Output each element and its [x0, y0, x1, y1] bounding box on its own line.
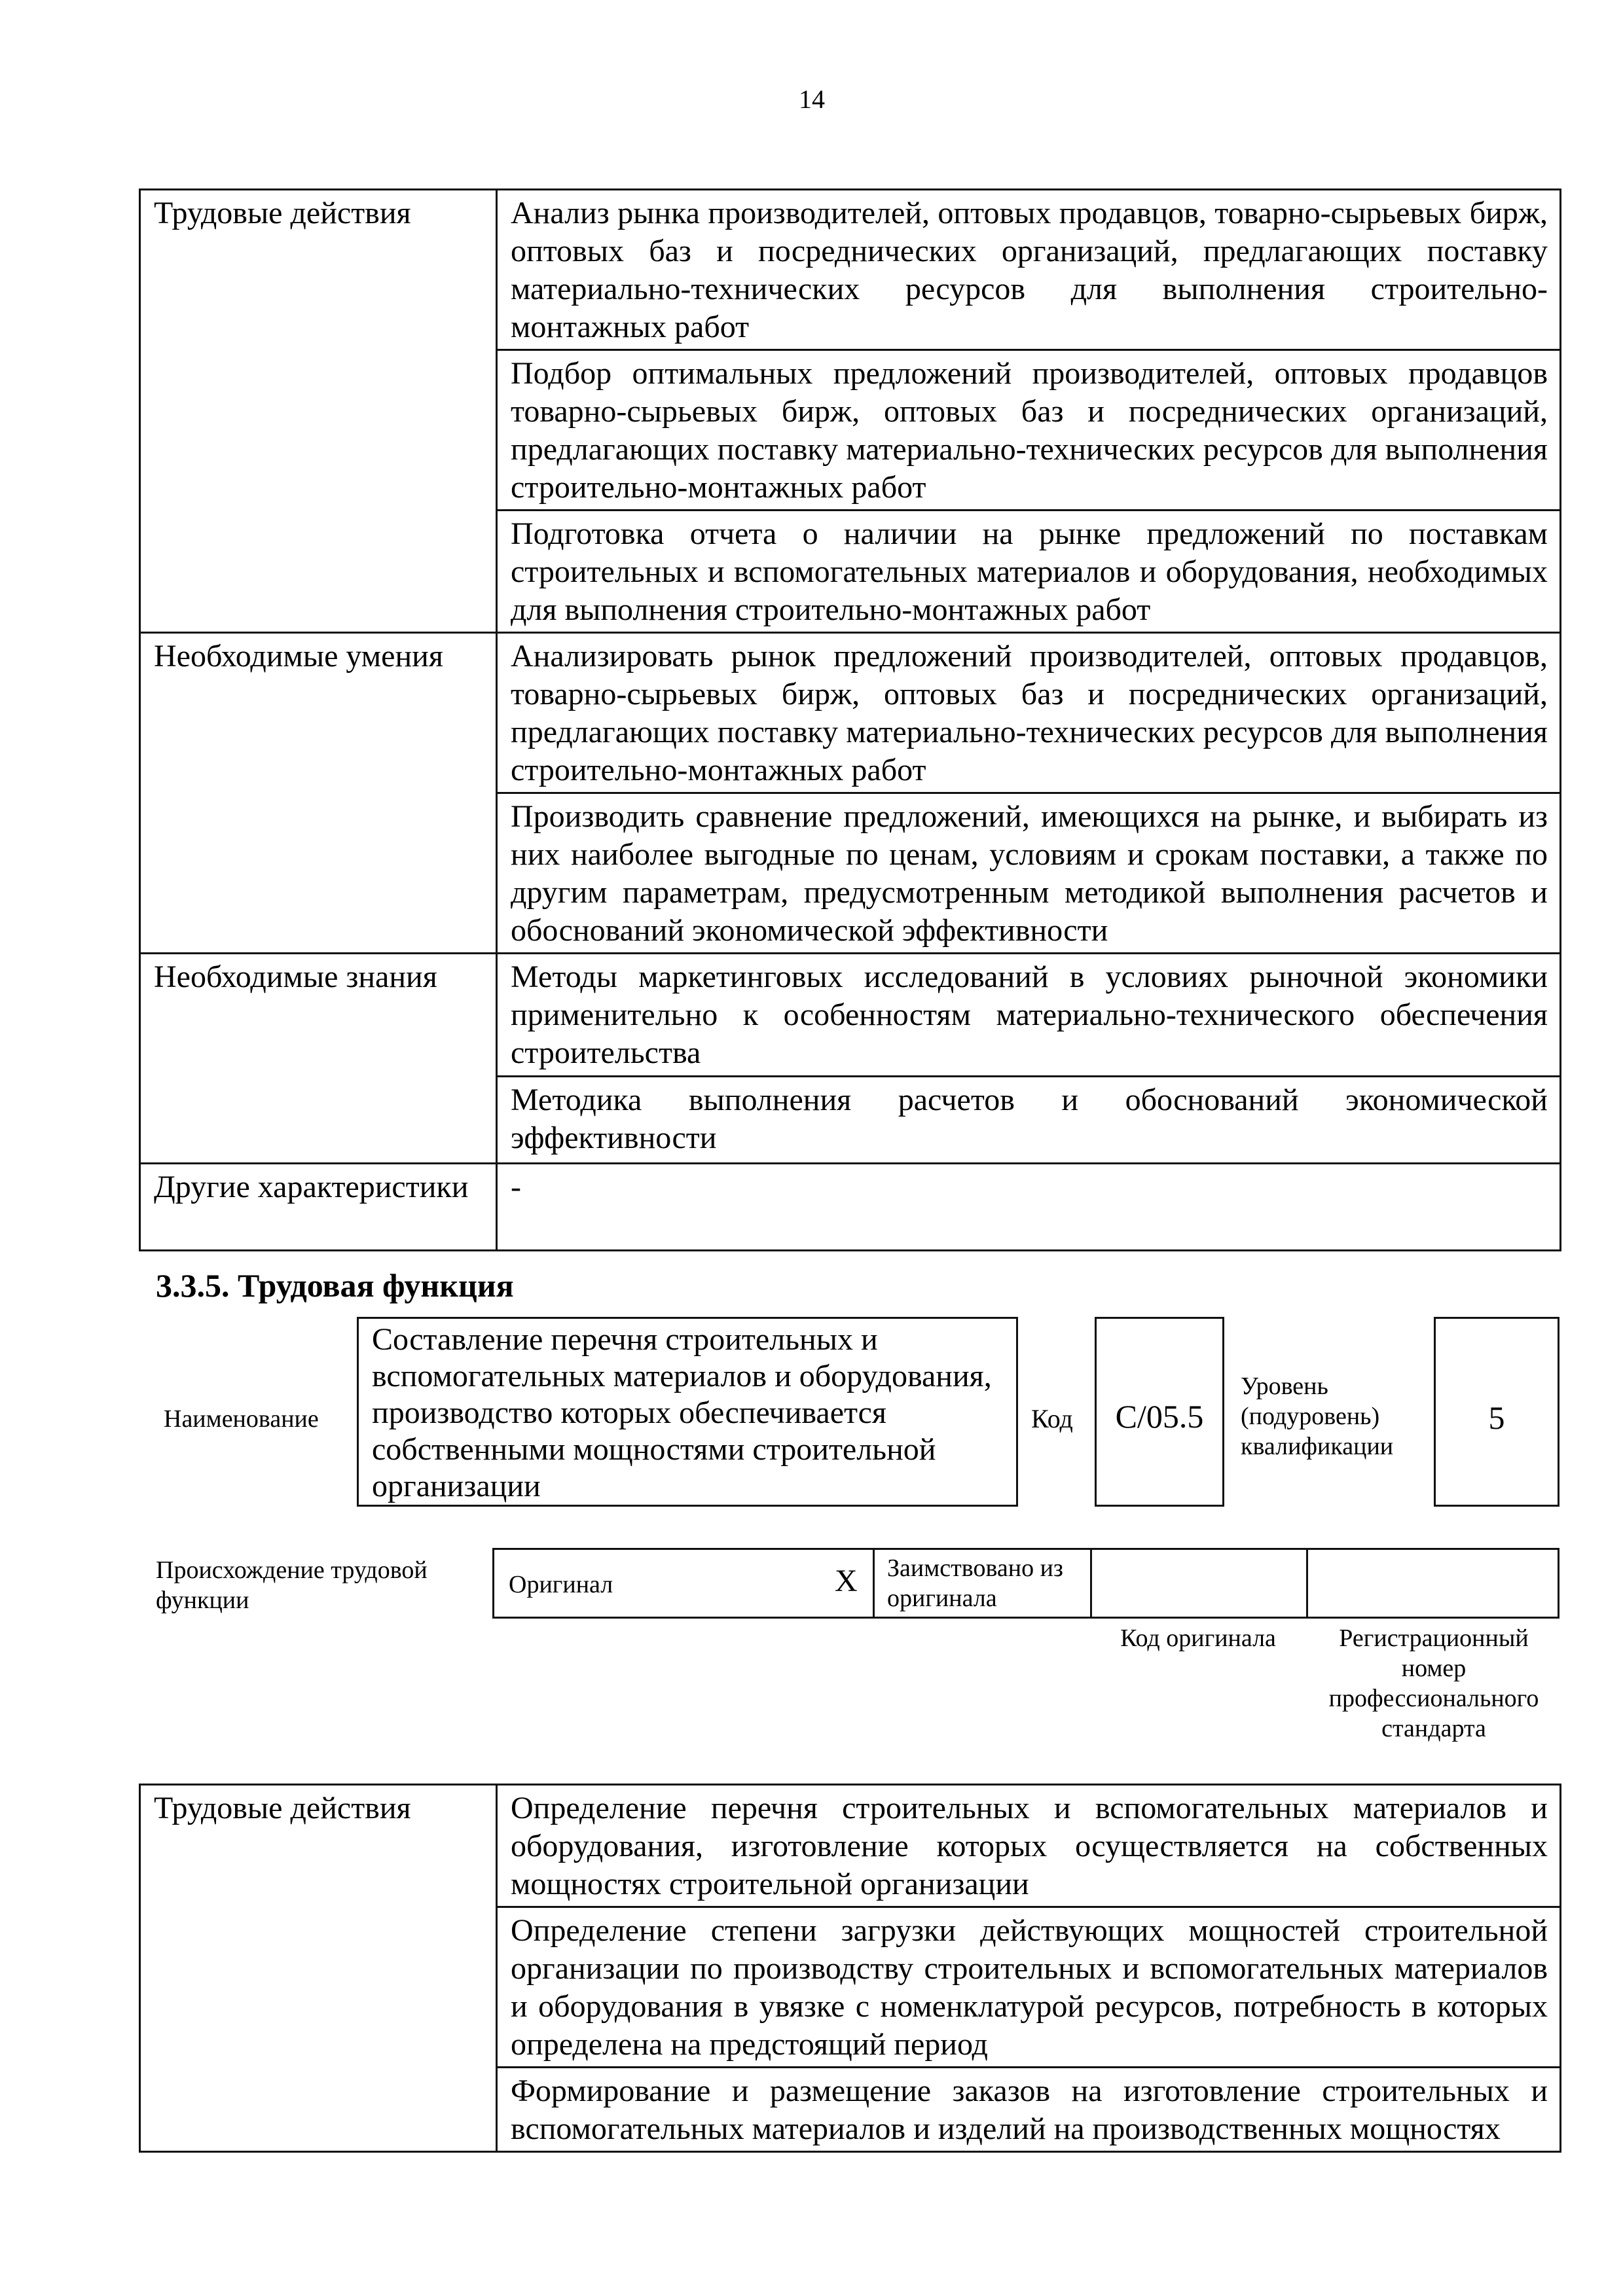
table-row	[140, 1785, 1561, 1907]
reg-number-caption: Регистрационный номер профессионального стандарта	[1328, 1624, 1539, 1742]
divider	[1306, 1550, 1308, 1617]
table-cell: Подбор оптимальных предложений производителей, оптовых продавцов товарно-сырьевых бирж, оптовых баз и посреднических организаций, предлагающих поставку материально-технических ресурсов для выполнения строительно-монтажных работ	[497, 350, 1561, 511]
level-value: 5	[1488, 1399, 1505, 1436]
code-label: Код	[1031, 1404, 1073, 1433]
divider	[873, 1550, 875, 1617]
page-number: 14	[799, 84, 825, 114]
function-name-box	[357, 1317, 1018, 1507]
competency-table	[139, 188, 1561, 1251]
level-box	[1434, 1317, 1559, 1507]
code-value: C/05.5	[1115, 1398, 1204, 1435]
row-label: Трудовые действия	[140, 1785, 497, 2152]
section-heading: 3.3.5. Трудовая функция	[156, 1267, 514, 1304]
table-cell: Анализировать рынок предложений производителей, оптовых продавцов, товарно-сырьевых бирж, оптовых баз и посреднических организаций, предлагающих поставку материально-технических ресурсов для выполнения строительно-монтажных работ	[497, 633, 1561, 793]
origin-table	[492, 1548, 1559, 1619]
code-box	[1095, 1317, 1224, 1507]
table-row	[140, 1164, 1561, 1251]
origin-label: Происхождение трудовой функции	[156, 1556, 428, 1614]
table-cell: Методика выполнения расчетов и обоснований экономической эффективности	[497, 1077, 1561, 1164]
table-cell: Методы маркетинговых исследований в условиях рыночной экономики применительно к особенностям материально-технического обеспечения строительства	[497, 954, 1561, 1077]
actions-table	[139, 1784, 1561, 2153]
function-name: Составление перечня строительных и вспомогательных материалов и оборудования, производство которых обеспечивается собственными мощностями строительной организации	[372, 1322, 992, 1503]
table-cell: Определение перечня строительных и вспомогательных материалов и оборудования, изготовление которых осуществляется на собственных мощностях строительной организации	[497, 1785, 1561, 1907]
table-cell: -	[497, 1164, 1561, 1251]
table-cell: Определение степени загрузки действующих мощностей строительной организации по производству строительных и вспомогательных материалов и оборудования в увязке с номенклатурой ресурсов, потребность в которых определена на предстоящий период	[497, 1907, 1561, 2068]
row-label: Трудовые действия	[140, 190, 497, 633]
table-cell: Анализ рынка производителей, оптовых продавцов, товарно-сырьевых бирж, оптовых баз и посреднических организаций, предлагающих поставку материально-технических ресурсов для выполнения строительно-монтажных работ	[497, 190, 1561, 350]
table-row	[140, 190, 1561, 350]
table-cell: Производить сравнение предложений, имеющихся на рынке, и выбирать из них наиболее выгодные по ценам, условиям и срокам поставки, а также по другим параметрам, предусмотренным методикой выполнения расчетов и обоснований экономической эффективности	[497, 793, 1561, 954]
table-row	[140, 954, 1561, 1077]
row-label: Другие характеристики	[140, 1164, 497, 1251]
divider	[1090, 1550, 1092, 1617]
name-label: Наименование	[164, 1405, 319, 1433]
original-mark: X	[835, 1564, 858, 1598]
row-label: Необходимые умения	[140, 633, 497, 954]
table-cell: Формирование и размещение заказов на изготовление строительных и вспомогательных материалов и изделий на производственных мощностях	[497, 2068, 1561, 2152]
code-original-caption: Код оригинала	[1120, 1624, 1276, 1652]
original-label: Оригинал	[509, 1571, 613, 1598]
borrowed-label: Заимствовано из оригинала	[887, 1554, 1063, 1612]
row-label: Необходимые знания	[140, 954, 497, 1164]
table-cell: Подготовка отчета о наличии на рынке предложений по поставкам строительных и вспомогательных материалов и оборудования, необходимых для выполнения строительно-монтажных работ	[497, 511, 1561, 633]
level-label: Уровень (подуровень) квалификации	[1241, 1372, 1394, 1460]
table-row	[140, 633, 1561, 793]
